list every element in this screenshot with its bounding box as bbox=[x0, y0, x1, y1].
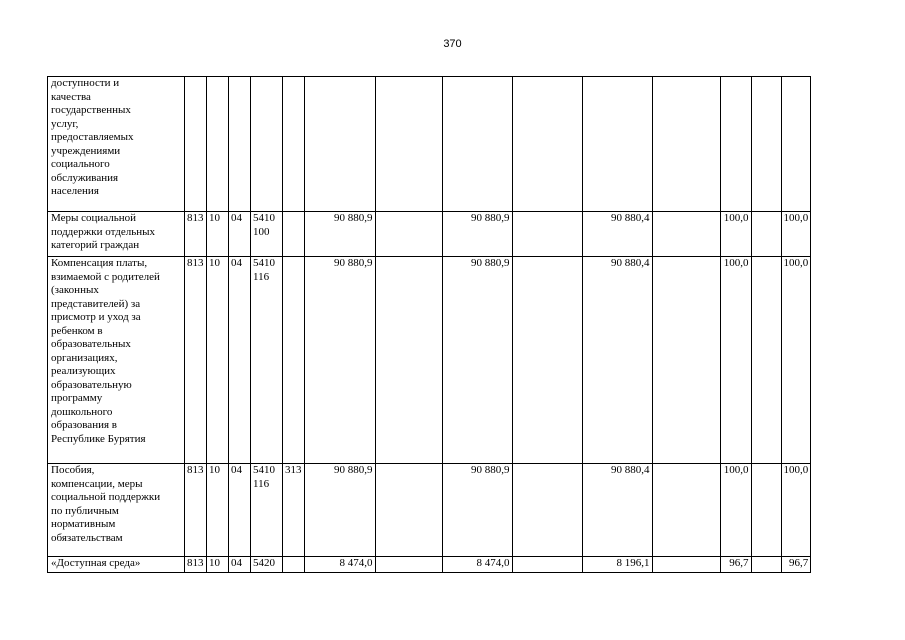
empty-cell bbox=[652, 257, 720, 464]
item-name-cell: Пособия, компенсации, меры социальной поддержки по публичным нормативным обязательствам bbox=[48, 464, 185, 557]
expense-type-cell bbox=[283, 212, 305, 257]
approved-amount-cell: 8 474,0 bbox=[304, 557, 375, 573]
empty-cell bbox=[375, 557, 442, 573]
empty-cell bbox=[652, 557, 720, 573]
expense-type-cell bbox=[283, 257, 305, 464]
ved-code-cell: 813 bbox=[185, 464, 207, 557]
budget-table bbox=[47, 76, 811, 573]
empty-cell bbox=[751, 77, 781, 212]
section-code-cell bbox=[207, 77, 229, 212]
empty-cell bbox=[375, 464, 442, 557]
approved-amount-cell: 90 880,9 bbox=[304, 212, 375, 257]
subsection-code-cell: 04 bbox=[229, 557, 251, 573]
item-name-cell: Меры социальной поддержки отдельных категорий граждан bbox=[48, 212, 185, 257]
executed-amount-cell: 8 196,1 bbox=[582, 557, 652, 573]
percent-approved-cell: 100,0 bbox=[720, 212, 751, 257]
approved-amount-cell: 90 880,9 bbox=[304, 464, 375, 557]
table-row bbox=[48, 257, 811, 464]
target-article-cell: 5410 116 bbox=[251, 257, 283, 464]
percent-refined-cell: 100,0 bbox=[781, 464, 811, 557]
empty-cell bbox=[652, 77, 720, 212]
table-row bbox=[48, 77, 811, 212]
section-code-cell: 10 bbox=[207, 464, 229, 557]
expense-type-cell: 313 bbox=[283, 464, 305, 557]
empty-cell bbox=[751, 464, 781, 557]
refined-amount-cell bbox=[442, 77, 512, 212]
percent-approved-cell: 100,0 bbox=[720, 464, 751, 557]
table-row bbox=[48, 464, 811, 557]
percent-refined-cell: 96,7 bbox=[781, 557, 811, 573]
percent-approved-cell: 100,0 bbox=[720, 257, 751, 464]
refined-amount-cell: 8 474,0 bbox=[442, 557, 512, 573]
empty-cell bbox=[512, 77, 582, 212]
empty-cell bbox=[375, 212, 442, 257]
ved-code-cell bbox=[185, 77, 207, 212]
section-code-cell: 10 bbox=[207, 557, 229, 573]
approved-amount-cell: 90 880,9 bbox=[304, 257, 375, 464]
empty-cell bbox=[652, 212, 720, 257]
table-row bbox=[48, 212, 811, 257]
table-row bbox=[48, 557, 811, 573]
empty-cell bbox=[512, 212, 582, 257]
refined-amount-cell: 90 880,9 bbox=[442, 464, 512, 557]
empty-cell bbox=[751, 557, 781, 573]
empty-cell bbox=[375, 77, 442, 212]
subsection-code-cell: 04 bbox=[229, 464, 251, 557]
ved-code-cell: 813 bbox=[185, 557, 207, 573]
executed-amount-cell: 90 880,4 bbox=[582, 464, 652, 557]
subsection-code-cell bbox=[229, 77, 251, 212]
expense-type-cell bbox=[283, 557, 305, 573]
expense-type-cell bbox=[283, 77, 305, 212]
percent-approved-cell: 96,7 bbox=[720, 557, 751, 573]
section-code-cell: 10 bbox=[207, 257, 229, 464]
subsection-code-cell: 04 bbox=[229, 212, 251, 257]
empty-cell bbox=[375, 257, 442, 464]
approved-amount-cell bbox=[304, 77, 375, 212]
empty-cell bbox=[512, 557, 582, 573]
empty-cell bbox=[512, 464, 582, 557]
refined-amount-cell: 90 880,9 bbox=[442, 257, 512, 464]
percent-approved-cell bbox=[720, 77, 751, 212]
percent-refined-cell: 100,0 bbox=[781, 257, 811, 464]
empty-cell bbox=[751, 257, 781, 464]
executed-amount-cell bbox=[582, 77, 652, 212]
target-article-cell: 5410 116 bbox=[251, 464, 283, 557]
page-number: 370 bbox=[443, 38, 462, 50]
percent-refined-cell bbox=[781, 77, 811, 212]
item-name-cell: Компенсация платы, взимаемой с родителей (законных представителей) за присмотр и уход за ребенком в образовательных организациях, реализующих образовательную программу дошкольного образования в Республике Бурятия bbox=[48, 257, 185, 464]
target-article-cell: 5420 bbox=[251, 557, 283, 573]
target-article-cell: 5410 100 bbox=[251, 212, 283, 257]
empty-cell bbox=[512, 257, 582, 464]
subsection-code-cell: 04 bbox=[229, 257, 251, 464]
item-name-cell: доступности и качества государственных услуг, предоставляемых учреждениями социального обслуживания населения bbox=[48, 77, 185, 212]
executed-amount-cell: 90 880,4 bbox=[582, 257, 652, 464]
section-code-cell: 10 bbox=[207, 212, 229, 257]
executed-amount-cell: 90 880,4 bbox=[582, 212, 652, 257]
percent-refined-cell: 100,0 bbox=[781, 212, 811, 257]
target-article-cell bbox=[251, 77, 283, 212]
refined-amount-cell: 90 880,9 bbox=[442, 212, 512, 257]
item-name-cell: «Доступная среда» bbox=[48, 557, 185, 573]
empty-cell bbox=[652, 464, 720, 557]
ved-code-cell: 813 bbox=[185, 257, 207, 464]
empty-cell bbox=[751, 212, 781, 257]
ved-code-cell: 813 bbox=[185, 212, 207, 257]
